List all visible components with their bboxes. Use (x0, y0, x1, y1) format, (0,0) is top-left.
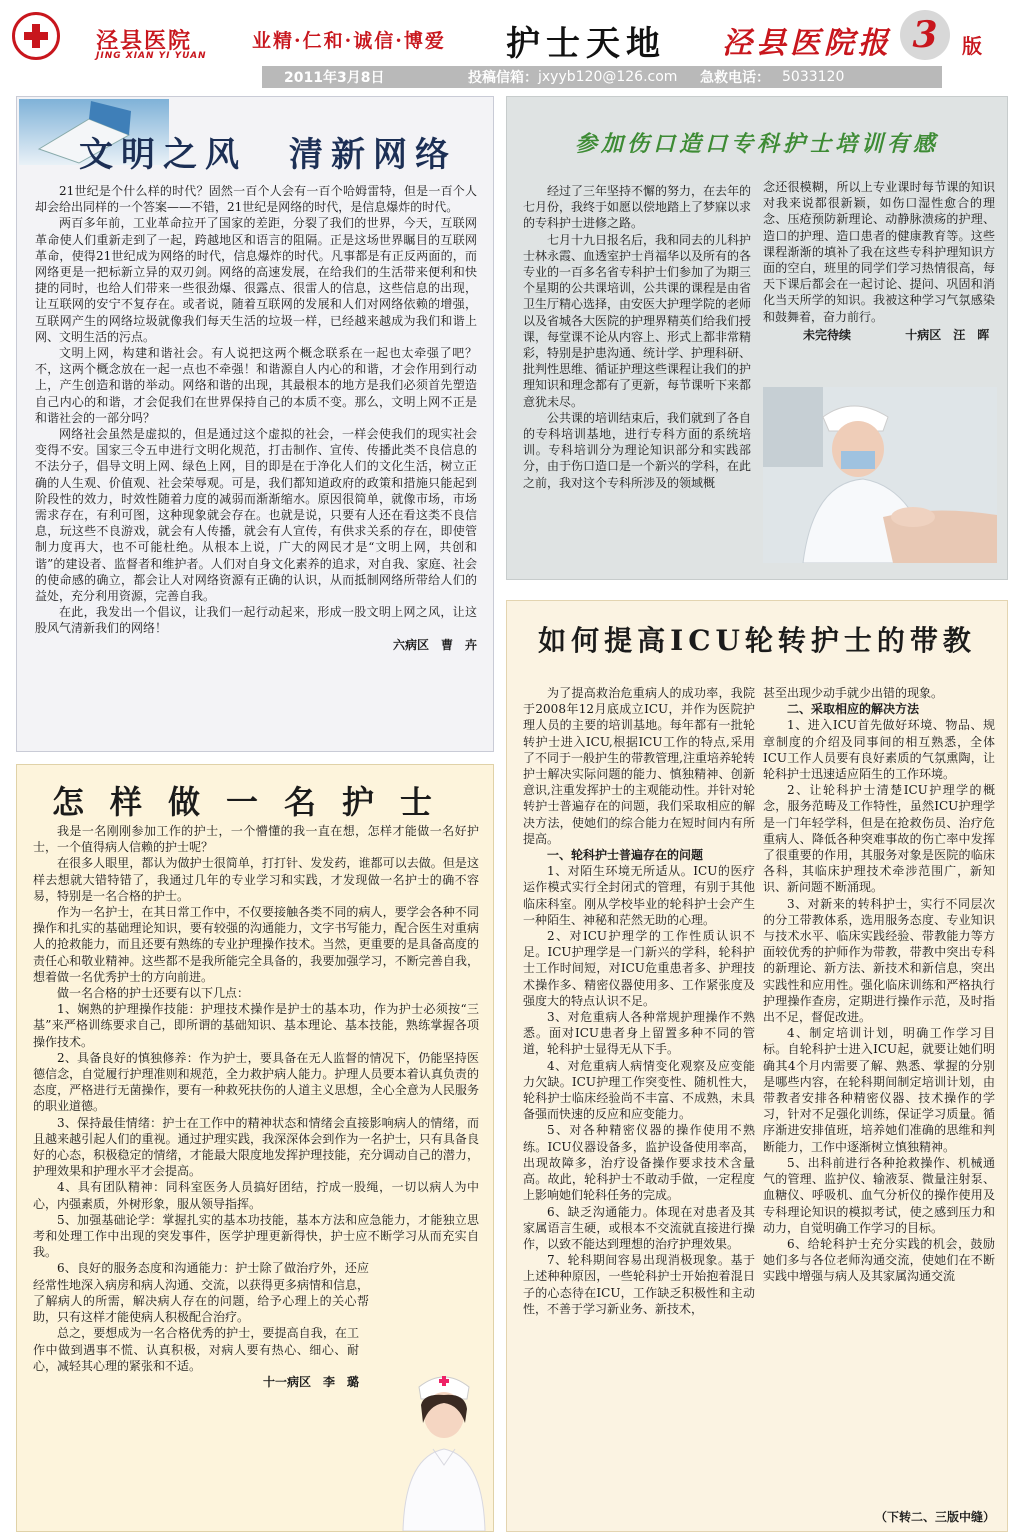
author-signature: 十一病区 李 璐 (262, 1374, 359, 1389)
article-body-left (523, 183, 751, 491)
paragraph: 6、给轮科护士充分实践的机会，鼓励她们多与各位老师沟通交流，使她们在不断实践中增强与病人及其家属沟通交流 (763, 1236, 995, 1284)
info-bar (262, 66, 942, 88)
article-civilized-network (16, 96, 494, 752)
paragraph: 在很多人眼里，都认为做护士很简单，打打针、发发药，谁都可以去做。但是这样去想就大错特错了，我通过几年的专业学习和实践，才发现做一名护士的确不容易，特别是一名合格的护士。 (33, 856, 479, 903)
hospital-name: 泾县医院 (96, 29, 193, 54)
paragraph: 3、保持最佳情绪：护士在工作中的精神状态和情绪会直接影响病人的情绪，而且越来越引起人们的重视。通过护理实践，我深深体会到作为一名护士，只有具备良好的心态，积极稳定的情绪，才能最大限度地发挥护理技能，充分调动自己的潜力，护理效果和护理水平才会提高。 (33, 1115, 479, 1179)
article-body (35, 183, 477, 653)
paragraph: 1、娴熟的护理操作技能：护理技术操作是护士的基本功，作为护士必须按“三基”来严格训练要求自己，即所谓的基础知识、基本理论、基本技能，熟练掌握各项操作技术。 (33, 1002, 479, 1049)
paragraph: 甚至出现少动手就少出错的现象。 (763, 686, 944, 700)
paragraph: 4、具有团队精神：同科室医务人员搞好团结，拧成一股绳，一切以病人为中心，内强素质，外树形象，服从领导指挥。 (33, 1180, 479, 1211)
page-number-label: 版 (962, 34, 982, 58)
nurse-at-bedside-photo (763, 387, 997, 563)
hospital-pinyin: JING XIAN YI YUAN (96, 51, 207, 61)
article-title: 文明之风 清新网络 (79, 135, 457, 175)
email-label: 投稿信箱： (468, 70, 538, 86)
paragraph: 2、具备良好的慎独修养：作为护士，要具备在无人监督的情况下，仍能坚持医德信念，自觉履行护理准则和规范，全力救护病人能力。护理人员要本着认真负责的态度，严格进行无菌操作，要有一种救死扶伤的人道主义思想，全心全意为人民服务的职业道德。 (33, 1050, 479, 1114)
to-be-continued: 未完待续 (803, 327, 852, 342)
article-body (33, 823, 479, 1390)
paragraph: 两百多年前，工业革命拉开了国家的差距，分裂了我们的世界，今天，互联网革命使人们重新走到了一起，跨越地区和语言的阻隔。正是这场世界瞩目的互联网革命，使得21世纪成为网络的时代，信息爆炸的时代。凡事都是有正反两面的，而网络更是一把标新立异的双刃剑。网络的高速发展，在给我们的生活带来便利和快捷的同时，也给人们带来一些很劲爆、很露点、很雷人的信息，这些信息的出现，让互联网的安宁不复存在。或者说，随着互联网的发展和人们对网络依赖的增强，互联网产生的网络垃圾就像我们每天生活的垃圾一样，已经越来越成为我们和谐上网、文明生活的污点。 (35, 216, 477, 344)
masthead (0, 0, 1024, 66)
nurse-illustration (389, 1365, 494, 1531)
hospital-motto: 业精·仁和·诚信·博爱 (252, 30, 446, 52)
section-heading: 二、采取相应的解决方法 (787, 702, 920, 717)
red-cross-icon (21, 21, 51, 51)
paragraph: 网络社会虽然是虚拟的，但是通过这个虚拟的社会，一样会使我们的现实社会变得不安。国家三令五申进行文明化规范，打击制作、宣传、传播此类不良信息的不法分子，倡导文明上网、绿色上网，目的即是在于净化人们的文化生活，树立正确的人生观、价值观、社会荣辱观。可是，我们都知道政府的政策和措施只能起到阶段性的效力，时效性随着力度的减弱而渐渐缩水。原因很简单，就像市场，市场需求存在，有利可图，这种现象就会存在。也就是说，只要有人还在看这类不良信息，玩这些不良游戏，就会有人传播，就会有人宣传，有供求关系的存在，即使管制力度再大，也不可能杜绝。从根本上说，广大的网民才是“文明上网，共创和谐”的建设者、监督者和维护者。人们对自身文化素养的追求，对自我、家庭、社会的使命感的确立，都会让人对网络资源有正确的认识，从而抵制网络所带给人们的益处，充分利用资源，完善自我。 (35, 427, 477, 604)
paragraph: 4、对危重病人病情变化观察及应变能力欠缺。ICU护理工作突变性、随机性大，轮科护士临床经验尚不丰富、不成熟，未具备强而快速的反应和应变能力。 (523, 1058, 755, 1122)
article-title: 参加伤口造口专科护士培训有感 (574, 131, 939, 157)
paragraph: 7、轮科期间容易出现消极现象。基于上述种种原因，一些轮科护士开始抱着混日子的心态待在ICU，工作缺乏积极性和主动性，不善于学习新业务、新技术， (523, 1253, 755, 1316)
paragraph: 6、良好的服务态度和沟通能力：护士除了做治疗外，还应经常性地深入病房和病人沟通、交流，以获得更多病情和信息，了解病人的所需，解决病人存在的问题，给予心理上的关心帮助，只有这样才能使病人积极配合治疗。 (33, 1261, 370, 1325)
paragraph: 2、让轮科护士清楚ICU护理学的概念，服务范畴及工作特性，虽然ICU护理学是一门年轻学科，但是在抢救伤员、治疗危重病人、降低各种突难事故的伤亡率中发挥了很重要的作用，其服务对象是医院的临床各科，其临床护理技术牵涉范围广，新知识、新问题不断涌现。 (763, 783, 995, 895)
paragraph: 1、进入ICU首先做好环境、物品、规章制度的介绍及同事间的相互熟悉，全体ICU工作人员要有良好素质的气氛熏陶，让轮科护士迅速适应陌生的工作环境。 (763, 718, 995, 782)
paragraph: 作为一名护士，在其日常工作中，不仅要接触各类不同的病人，要学会各种不同操作和扎实的基础理论知识，要有较强的沟通能力，文字书写能力，配合医生对重病人的抢救能力，而且还要有熟练的专业护理操作技术。当然，更重要的是具备高度的责任心和敬业精神。这些都不是我所能完全具备的，我要加强学习，不断完善自我，想着做一名优秀护士的方向前进。 (33, 905, 479, 984)
paragraph: 为了提高救治危重病人的成功率，我院于2008年12月底成立ICU，并作为医院护理人员的主要的培训基地。每年都有一批轮转护士进入ICU,根据ICU工作的特点,采用了不同于一般护生的带教管理,注重培养轮转护士解决实际问题的能力、慎独精神、创新意识,注重发挥护士的主观能动性。并针对轮转护士普遍存在的问题，我们采取相应的解决方法，使她们的综合能力在短时间内有所提高。 (523, 686, 755, 846)
byline (763, 327, 995, 343)
paragraph: 经过了三年坚持不懈的努力，在去年的七月份，我终于如愿以偿地踏上了梦寐以求的专科护士进修之路。 (523, 184, 752, 231)
newspaper-title: 泾县医院报 (722, 26, 892, 61)
page-section-title: 护士天地 (506, 24, 666, 64)
paragraph: 6、缺乏沟通能力。体现在对患者及其家属语言生硬，或根本不交流就直接进行操作，以致不能达到理想的治疗护理效果。 (523, 1204, 755, 1251)
paragraph: 3、对危重病人各种常规护理操作不熟悉。面对ICU患者身上留置多种不同的管道，轮科护士显得无从下手。 (523, 1010, 755, 1057)
paragraph: 5、出科前进行各种抢救操作、机械通气的管理、监护仪、输液泵、微量注射泵、血糖仪、呼吸机、血气分析仪的操作使用及专科理论知识的模拟考试，使之感到压力和动力，自觉明确工作学习的目标。 (763, 1155, 995, 1235)
paragraph: 七月十九日报名后，我和同去的儿科护士林永霞、血透室护士肖福华以及所有的各专业的一百多名省专科护士们参加了为期三个星期的公共课培训，公共课的课程是由省卫生厅精心选择，由安医大护理学院的老师以及省城各大医院的护理界精英们给我们授课，每堂课不论从内容上、形式上都非常精彩，特别是护患沟通、统计学、护理科研、批判性思维、循证护理这些课程让我们的护理知识和理念都有了更新，每节课听下来都意犹未尽。 (523, 232, 752, 409)
paragraph: 公共课的培训结束后，我们就到了各自的专科培训基地，进行专科方面的系统培训。专科培训分为理论知识部分和实践部分，由于伤口造口是一个新兴的学科，在此之前，我对这个专科所涉及的领域概 (523, 410, 752, 490)
paragraph: 1、对陌生环境无所适从。ICU的医疗运作模式实行全封闭式的管理，有别于其他临床科室。刚从学校毕业的轮科护士会产生一种陌生、神秘和茫然无助的心理。 (523, 864, 755, 927)
page-number: 3 (900, 10, 950, 60)
phone-label: 急救电话： (700, 70, 770, 86)
article-icu-rotation-teaching (506, 600, 1008, 1532)
author-signature: 十病区 汪 晖 (905, 327, 990, 342)
article-body-left (523, 685, 755, 1317)
email-address: jxyyb120@126.com (538, 69, 678, 85)
article-wound-ostomy-training (506, 96, 1008, 580)
paragraph: 21世纪是个什么样的时代？固然一百个人会有一百个哈姆雷特，但是一百个人却会给出同样的一个答案——不错，21世纪是网络的时代，是信息爆炸的时代。 (35, 184, 477, 215)
paragraph: 5、加强基础论学：掌握扎实的基本功技能，基本方法和应急能力，才能独立思考和处理工作中出现的突发事件，医学护理更新得快，护士应不断学习从而充实自我。 (33, 1212, 479, 1260)
paragraph: 在此，我发出一个倡议，让我们一起行动起来，形成一股文明上网之风，让这股风气清新我们的网络！ (35, 605, 477, 636)
phone-number: 5033120 (782, 69, 845, 85)
paragraph: 文明上网，构建和谐社会。有人说把这两个概念联系在一起也太牵强了吧？不，这两个概念放在一起一点也不牵强！和谐源自人内心的和谐，才会作用到行动上，产生创造和谐的举动。网络和谐的出现，其最根本的地方是我们必须首先塑造自己内心的和谐，才会促我们在世界保持自己的本质不变。那么，文明上网不正是和谐社会的一部分吗？ (35, 346, 477, 425)
article-body-right (763, 179, 995, 343)
paragraph: 5、对各种精密仪器的操作使用不熟练。ICU仪器设备多，监护设备使用率高，出现故障多，治疗设备操作要求技术含量高。故此，轮科护士不敢动手做，一定程度上影响她们轮科任务的完成。 (523, 1123, 755, 1203)
paragraph: 做一名合格的护士还要有以下几点： (57, 986, 250, 1001)
paragraph: 4、制定培训计划，明确工作学习目标。自轮科护士进入ICU起，就要让她们明确其4个月内需要了解、熟悉、掌握的分别是哪些内容，在轮科期间制定培训计划，由带教者安排各种精密仪器、技术操作的学习，针对不足强化训练，保证学习质量。循序渐进安排值班，培养她们准确的思维和判断能力，工作中逐渐树立慎独精神。 (763, 1026, 995, 1154)
author-signature: 六病区 曹 卉 (392, 637, 477, 652)
paragraph: 2、对ICU护理学的工作性质认识不足。ICU护理学是一门新兴的学科，轮科护士工作时间短，对ICU危重患者多、护理技术操作多、精密仪器使用多、工作紧张度及强度大的特点认识不足。 (523, 929, 755, 1008)
article-body-right (763, 685, 995, 1285)
paragraph: 3、对新来的转科护士，实行不同层次的分工带教体系，选用服务态度、专业知识与技术水平、临床实践经验、带教能力等方面较优秀的护师作为带教，带教中突出专科的新理论、新方法、新技术和新信息，突出实践性和应用性。强化临床训练和严格执行护理操作查房，定期进行操作示范，及时指出不足，督促改进。 (763, 896, 995, 1025)
continued-note: （下转二、三版中缝） (874, 1510, 995, 1524)
article-how-to-be-nurse (16, 764, 494, 1532)
article-title: 如何提高ICU轮转护士的带教 (538, 624, 976, 657)
article-title: 怎样做一名护士 (51, 783, 458, 821)
hospital-logo (12, 12, 60, 60)
section-heading: 一、轮科护士普遍存在的问题 (547, 848, 704, 863)
paragraph: 念还很模糊，所以上专业课时每节课的知识对我来说都很新颖，如伤口湿性愈合的理念、压疮预防新理论、动静脉溃疡的护理、造口的护理、造口患者的健康教育等。这些课程渐渐的填补了我在这些专科护理知识方面的空白，班里的同学们学习热情很高，每天下课后都会在一起讨论、提问、巩固和消化当天所学的知识。我被这种学习气氛感染和鼓舞着，奋力前行。 (763, 180, 995, 324)
paragraph: 我是一名刚刚参加工作的护士，一个懵懂的我一直在想，怎样才能做一名好护士，一个值得病人信赖的护士呢？ (33, 824, 479, 855)
paragraph: 总之，要想成为一名合格优秀的护士，要提高自我，在工作中做到遇事不慌、认真积极，对病人要有热心、细心、耐心，减轻其心理的紧张和不适。 (33, 1326, 359, 1373)
issue-date: 2011年3月8日 (284, 70, 385, 86)
